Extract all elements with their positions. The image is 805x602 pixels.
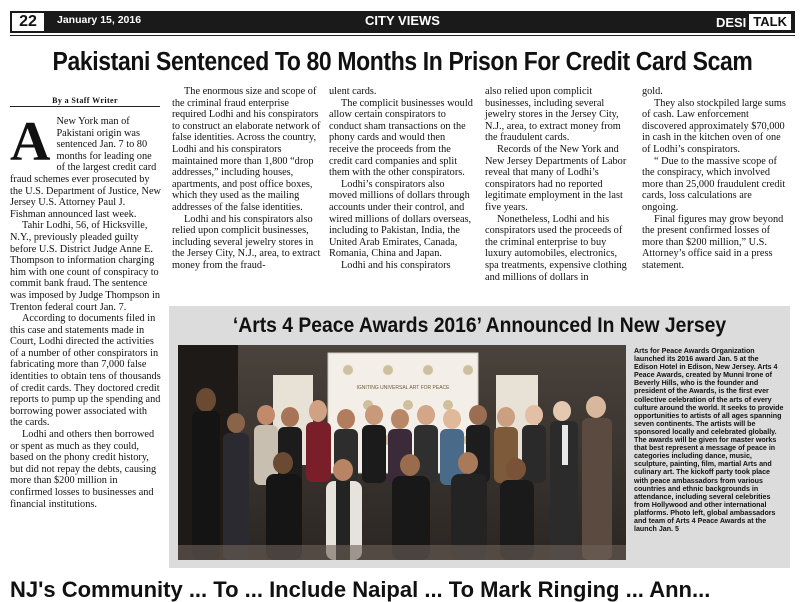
next-article-headline: NJ's Community ... To ... Include Naipal ... To Mark Ringing ... Ann...	[10, 577, 711, 602]
article-column-1	[10, 111, 161, 510]
feature-box	[169, 306, 790, 568]
publication-logo	[713, 14, 791, 30]
col1-paragraph: Tahir Lodhi, 56, of Hicksville, N.Y., previously pleaded guilty before U.S. District Judge Anne E. Thompson to information charging him with one count of conspiracy to commit bank fraud. The sentence was imposed by Judge Thompson in Trenton federal court Jan. 7.	[10, 220, 160, 313]
col3-paragraph: ulent cards.	[329, 86, 377, 97]
group-photo-image	[178, 345, 626, 560]
col4-paragraph: Nonetheless, Lodhi and his conspirators used the proceeds of the criminal enterprise to buy luxury automobiles, electronics, spa treatments, expensive clothing and millions of dollars in	[485, 213, 627, 283]
header-rule	[10, 35, 795, 36]
section-title: CITY VIEWS	[365, 13, 440, 28]
photo-caption: Arts for Peace Awards Organization launched its 2016 award Jan. 5 at the Edison Hotel in Edison, New Jersey. Arts 4 Peace Awards, created by Munni Irone of Beverly Hills, who is the founder and president of the Awards, is the first ever collective celebration of the arts of every culture around the world. It seeks to provide opportunities to artists of all ages spanning seven continents. The artists will be sponsored locally and celebrated globally. The awards will be given for master works that best represent a message of peace in categories including dance, music, sculpture, painting, film, martial Arts and culinary art. The kickoff party took place with peace ambassadors from various countries and ethnic backgrounds in attendance, including several celebrities from Hollywood and other international platforms. Photo left, global ambassadors and team of Arts 4 Peace Awards at the launch Jan. 5	[634, 347, 784, 534]
article-column-2	[172, 86, 322, 272]
article-column-4	[485, 86, 630, 283]
article-column-5	[642, 86, 790, 272]
article-headline: Pakistani Sentenced To 80 Months In Prison For Credit Card Scam	[52, 48, 753, 76]
col1-paragraph: Lodhi and others then borrowed or spent as much as they could, based on the phony credit history, but did not repay the debts, causing more than $200 million in confirmed losses to businesses and financial institutions.	[10, 429, 157, 510]
col2-paragraph: The enormous size and scope of the criminal fraud enterprise required Lodhi and his conspirators to construct an elaborate network of false identities. Across the country, Lodhi and his conspirators maintained more than 1,800 “drop addresses,” including houses, apartments, and post office boxes, which they used as the mailing addresses of the false identities.	[172, 86, 321, 213]
col3-paragraph: The complicit businesses would allow certain conspirators to conduct sham transactions on the phony cards and would then receive the proceeds from the credit card companies and split them with the other conspirators.	[329, 97, 473, 179]
page-header-bar	[10, 11, 795, 33]
logo-word-talk: TALK	[749, 14, 791, 30]
backdrop-text: IGNITING UNIVERSAL ART FOR PEACE	[356, 385, 450, 391]
col2-paragraph: Lodhi and his conspirators also relied upon complicit businesses, including several jewelry stores in the Jersey City, N.J., area, to extract money from the fraud-	[172, 213, 321, 271]
group-photo	[178, 345, 626, 560]
col4-paragraph: also relied upon complicit businesses, including several jewelry stores in the Jersey City, N.J., area, to extract money from the fraudulent cards.	[485, 86, 621, 144]
col3-paragraph: Lodhi’s conspirators also moved millions of dollars through accounts under their control, and wired millions of dollars overseas, including to Pakistan, India, the United Arab Emirates, Canada, Romania, China and Japan.	[329, 178, 472, 260]
col5-paragraph: “ Due to the massive scope of the conspiracy, which involved more than 25,000 fraudulent credit cards, loss calculations are ongoing.	[642, 155, 786, 213]
col3-paragraph: Lodhi and his conspirators	[341, 259, 451, 271]
drop-cap: A	[10, 111, 51, 173]
logo-word-desi: DESI	[715, 14, 747, 30]
article-column-3	[329, 86, 475, 272]
issue-date: January 15, 2016	[57, 14, 142, 26]
col5-paragraph: gold.	[642, 86, 663, 97]
col1-paragraph: According to documents filed in this case and statements made in Court, Lodhi directed the activities of a number of other conspirators in fabricating more than 7,000 false identities to obtain tens of thousands of credit cards. They doctored credit reports to pump up the spending and borrowing power associated with the cards.	[10, 313, 161, 429]
col5-paragraph: They also stockpiled large sums of cash. Law enforcement discovered approximately $70,000 in cash in the kitchen oven of one of Lodhi’s conspirators.	[642, 97, 786, 155]
col5-paragraph: Final figures may grow beyond the present confirmed losses of more than $200 million,” U.S. Attorney’s office said in a press statement.	[642, 213, 784, 271]
col1-paragraph: New York man of Pakistani origin was sentenced Jan. 7 to 80 months for leading one of the largest credit card fraud schemes ever prosecuted by the U.S. Department of Justice, New Jersey U.S. Attorney Paul J. Fishman announced last week.	[10, 116, 161, 220]
byline: By a Staff Writer	[52, 96, 118, 105]
page-number: 22	[10, 11, 46, 33]
feature-title: ‘Arts 4 Peace Awards 2016’ Announced In New Jersey	[232, 314, 727, 337]
byline-rule	[10, 106, 160, 107]
col4-paragraph: Records of the New York and New Jersey Departments of Labor reveal that many of Lodhi’s conspirators had no reported legitimate employment in the last five years.	[485, 143, 627, 213]
